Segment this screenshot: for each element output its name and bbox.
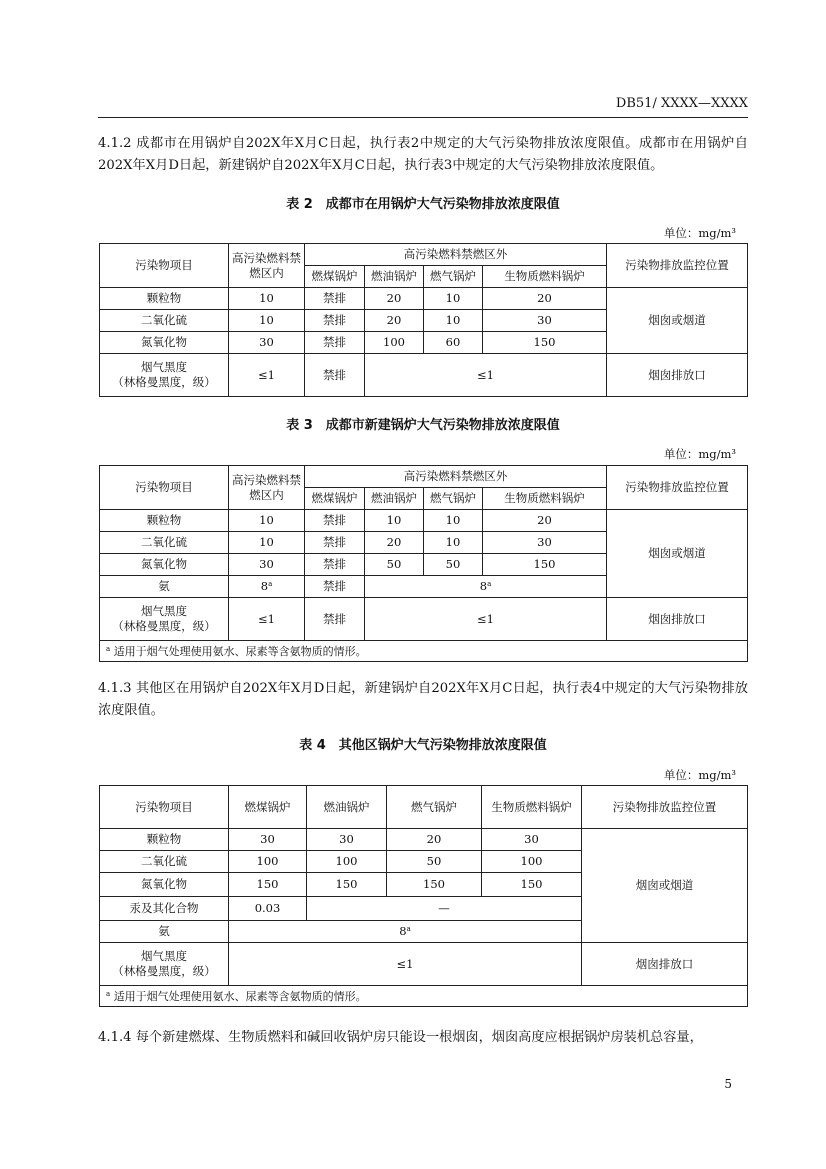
document-code: DB51/ XXXX—XXXX <box>615 96 748 111</box>
cell-value: 150 <box>307 873 387 897</box>
cell-value: 10 <box>365 510 424 532</box>
header-bio: 生物质燃料锅炉 <box>483 488 607 510</box>
cell-value: 50 <box>424 554 483 576</box>
header-gas: 燃气锅炉 <box>387 786 482 829</box>
header-item: 污染物项目 <box>100 244 229 288</box>
cell-value: 30 <box>483 310 607 332</box>
header-coal: 燃煤锅炉 <box>229 786 307 829</box>
cell-value: ≤1 <box>229 354 305 397</box>
header-bio: 生物质燃料锅炉 <box>483 266 607 288</box>
header-gas: 燃气锅炉 <box>424 266 483 288</box>
cell-value: 30 <box>482 829 582 851</box>
cell-monitor: 烟囱排放口 <box>607 354 748 397</box>
cell-value: 20 <box>365 310 424 332</box>
cell-value: 禁排 <box>305 532 365 554</box>
cell-value: 禁排 <box>305 554 365 576</box>
cell-item <box>100 354 229 397</box>
table-row <box>100 829 748 851</box>
cell-value: 10 <box>424 310 483 332</box>
cell-value: 禁排 <box>305 288 365 310</box>
note-mark: a <box>268 580 273 588</box>
cell-value: 禁排 <box>305 598 365 641</box>
cell-value: 10 <box>229 532 305 554</box>
cell-value: 0.03 <box>229 897 307 921</box>
header-coal: 燃煤锅炉 <box>305 266 365 288</box>
cell-value: 10 <box>424 288 483 310</box>
cell-value: 60 <box>424 332 483 354</box>
cell-item-line: （林格曼黑度，级） <box>112 964 216 978</box>
cell-item: 氨 <box>100 921 229 943</box>
cell-value: ≤1 <box>229 598 305 641</box>
table-row <box>100 510 748 532</box>
cell-value: 20 <box>483 288 607 310</box>
cell-item: 二氧化硫 <box>100 532 229 554</box>
cell-value: 10 <box>229 510 305 532</box>
table3-unit: 单位：mg/m³ <box>663 447 736 461</box>
cell-monitor: 烟囱排放口 <box>582 943 748 986</box>
cell-monitor: 烟囱排放口 <box>607 598 748 641</box>
header-monitor: 污染物排放监控位置 <box>607 244 748 288</box>
table2 <box>99 243 748 397</box>
table-note <box>100 986 748 1007</box>
table-header-row <box>100 466 748 488</box>
paragraph-4-1-2: 4.1.2 成都市在用锅炉自202X年X月C日起，执行表2中规定的大气污染物排放浓度限值。成都市在用锅炉自202X年X月D日起，新建锅炉自202X年X月C日起，执行表3中规定的大气污染物排放浓度限值。 <box>98 136 748 173</box>
cell-item <box>100 598 229 641</box>
note-text: 适用于烟气处理使用氨水、尿素等含氨物质的情形。 <box>113 989 367 1003</box>
cell-value: 100 <box>482 851 582 873</box>
table-note-row <box>100 641 748 662</box>
table-row <box>100 354 748 397</box>
cell-value: 150 <box>387 873 482 897</box>
header-monitor: 污染物排放监控位置 <box>582 786 748 829</box>
table2-unit: 单位：mg/m³ <box>663 226 736 240</box>
table-row <box>100 943 748 986</box>
cell-value: 150 <box>482 873 582 897</box>
cell-value: ≤1 <box>229 943 582 986</box>
header-zone-in: 高污染燃料禁燃区内 <box>229 466 305 510</box>
table-row <box>100 288 748 310</box>
table4-caption: 表 4 其他区锅炉大气污染物排放浓度限值 <box>299 738 547 753</box>
table4-unit: 单位：mg/m³ <box>663 768 736 782</box>
cell-item: 氮氧化物 <box>100 332 229 354</box>
table3 <box>99 465 748 662</box>
cell-value <box>229 921 582 943</box>
cell-value: 10 <box>424 510 483 532</box>
note-mark: a <box>106 989 111 998</box>
cell-value <box>229 576 305 598</box>
cell-item: 颗粒物 <box>100 510 229 532</box>
cell-item: 氮氧化物 <box>100 554 229 576</box>
cell-item <box>100 943 229 986</box>
cell-value: 30 <box>307 829 387 851</box>
table2-caption: 表 2 成都市在用锅炉大气污染物排放浓度限值 <box>286 197 560 212</box>
cell-value: — <box>307 897 582 921</box>
cell-value: 30 <box>229 554 305 576</box>
cell-item-line: 烟气黑度 <box>141 949 187 963</box>
paragraph-4-1-4: 4.1.4 每个新建燃煤、生物质燃料和碱回收锅炉房只能设一根烟囱，烟囱高度应根据锅炉房装机总容量， <box>98 1030 703 1045</box>
cell-value: 30 <box>229 829 307 851</box>
note-mark: a <box>406 925 411 933</box>
cell-value: 20 <box>365 532 424 554</box>
cell-item-line: 烟气黑度 <box>141 360 187 374</box>
cell-value: 20 <box>483 510 607 532</box>
page-number: 5 <box>724 1077 732 1091</box>
cell-value: 150 <box>483 554 607 576</box>
cell-monitor: 烟囱或烟道 <box>582 829 748 943</box>
table-header-row <box>100 786 748 829</box>
cell-item: 颗粒物 <box>100 829 229 851</box>
cell-value: 禁排 <box>305 576 365 598</box>
header-bio: 生物质燃料锅炉 <box>482 786 582 829</box>
ammonia-value: 8 <box>260 579 269 593</box>
note-mark: a <box>487 580 492 588</box>
ammonia-value: 8 <box>479 579 488 593</box>
header-oil: 燃油锅炉 <box>307 786 387 829</box>
cell-value: 100 <box>365 332 424 354</box>
note-mark: a <box>106 644 111 653</box>
cell-item: 颗粒物 <box>100 288 229 310</box>
ammonia-value: 8 <box>399 924 407 938</box>
cell-value: 30 <box>229 332 305 354</box>
cell-item: 二氧化硫 <box>100 851 229 873</box>
cell-value: 150 <box>483 332 607 354</box>
cell-value: 30 <box>483 532 607 554</box>
table3-caption: 表 3 成都市新建锅炉大气污染物排放浓度限值 <box>286 418 560 433</box>
header-zone-in: 高污染燃料禁燃区内 <box>229 244 305 288</box>
header-zone-out: 高污染燃料禁燃区外 <box>305 466 607 488</box>
header-monitor: 污染物排放监控位置 <box>607 466 748 510</box>
cell-monitor: 烟囱或烟道 <box>607 510 748 598</box>
cell-item-line: （林格曼黑度，级） <box>112 375 216 389</box>
cell-value: 10 <box>229 288 305 310</box>
cell-value: 禁排 <box>305 510 365 532</box>
header-oil: 燃油锅炉 <box>365 488 424 510</box>
header-coal: 燃煤锅炉 <box>305 488 365 510</box>
cell-value: 禁排 <box>305 332 365 354</box>
cell-value: 50 <box>365 554 424 576</box>
table-header-row <box>100 244 748 266</box>
cell-value: 20 <box>365 288 424 310</box>
cell-value: 10 <box>229 310 305 332</box>
cell-value: ≤1 <box>365 354 607 397</box>
table-note <box>100 641 748 662</box>
cell-item: 氨 <box>100 576 229 598</box>
cell-item: 汞及其化合物 <box>100 897 229 921</box>
header-gas: 燃气锅炉 <box>424 488 483 510</box>
cell-value: 50 <box>387 851 482 873</box>
cell-value <box>365 576 607 598</box>
header-item: 污染物项目 <box>100 466 229 510</box>
cell-value: 禁排 <box>305 310 365 332</box>
cell-item: 二氧化硫 <box>100 310 229 332</box>
table-note-row <box>100 986 748 1007</box>
cell-value: 150 <box>229 873 307 897</box>
cell-value: ≤1 <box>365 598 607 641</box>
header-oil: 燃油锅炉 <box>365 266 424 288</box>
table4 <box>99 785 748 1007</box>
cell-item-line: （林格曼黑度，级） <box>112 619 216 633</box>
cell-value: 100 <box>307 851 387 873</box>
table-row <box>100 598 748 641</box>
cell-value: 100 <box>229 851 307 873</box>
header-item: 污染物项目 <box>100 786 229 829</box>
cell-value: 禁排 <box>305 354 365 397</box>
cell-value: 20 <box>387 829 482 851</box>
paragraph-4-1-3: 4.1.3 其他区在用锅炉自202X年X月D日起，新建锅炉自202X年X月C日起，执行表4中规定的大气污染物排放浓度限值。 <box>98 681 748 718</box>
note-text: 适用于烟气处理使用氨水、尿素等含氨物质的情形。 <box>113 644 367 658</box>
cell-item: 氮氧化物 <box>100 873 229 897</box>
cell-value: 10 <box>424 532 483 554</box>
header-zone-out: 高污染燃料禁燃区外 <box>305 244 607 266</box>
header-rule <box>98 117 748 118</box>
cell-item-line: 烟气黑度 <box>141 604 187 618</box>
cell-monitor: 烟囱或烟道 <box>607 288 748 354</box>
